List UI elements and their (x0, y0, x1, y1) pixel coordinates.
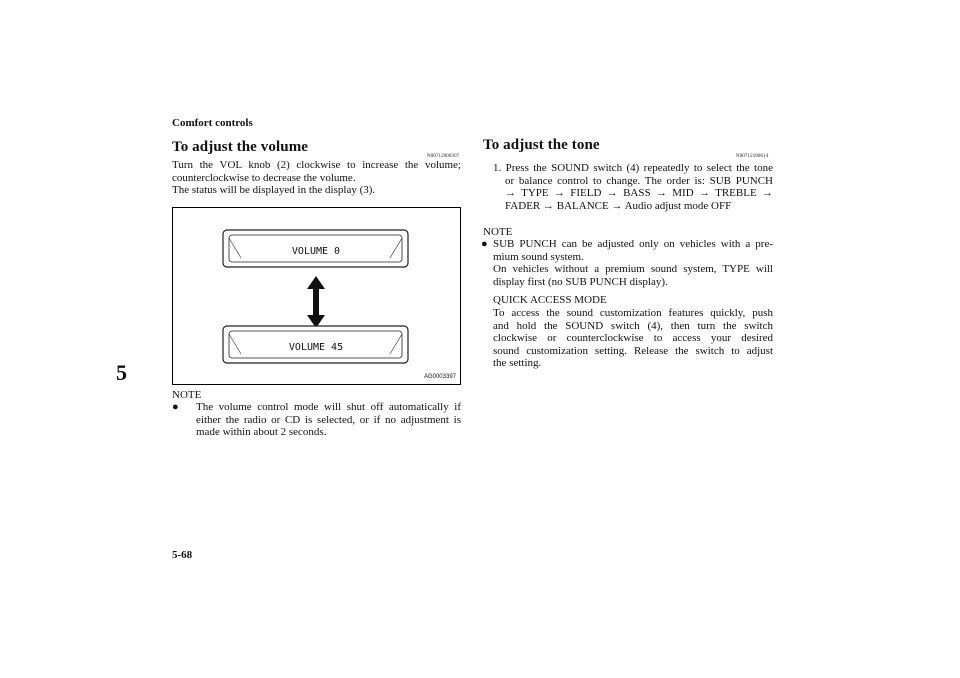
display-bottom-text: VOLUME 45 (288, 342, 344, 353)
tone-note-label: NOTE (483, 226, 513, 238)
display-top-text: VOLUME 0 (291, 246, 341, 257)
bullet-icon: ● (172, 401, 179, 413)
quick-line: the setting. (493, 357, 542, 370)
bullet-icon: ● (481, 238, 488, 250)
tone-step-1 (493, 162, 773, 212)
note-line: mium sound system. (493, 250, 584, 263)
tone-note-item (481, 238, 773, 370)
display-volume-0 (223, 230, 408, 267)
volume-paragraph (172, 159, 461, 197)
paragraph-line: counterclockwise to decrease the volume. (172, 171, 356, 184)
note-line: The volume control mode will shut off automatically if (196, 401, 461, 413)
quick-line: sound customization setting. Release the switch to adjust (493, 344, 773, 357)
tone-heading: To adjust the tone (483, 137, 600, 153)
step-line: FADER → BALANCE → Audio adjust mode OFF (505, 199, 732, 212)
chapter-tab: 5 (116, 360, 127, 385)
volume-display-illustration (173, 208, 460, 384)
note-line: made within about 2 seconds. (196, 426, 327, 439)
volume-note-label: NOTE (172, 389, 202, 401)
paragraph-line: The status will be displayed in the display (3). (172, 184, 376, 197)
quick-line: clockwise or counterclockwise to access your desired (493, 332, 773, 345)
display-volume-45 (223, 326, 408, 363)
page-number: 5-68 (172, 549, 193, 561)
note-line: SUB PUNCH can be adjusted only on vehicles with a pre- (493, 238, 773, 250)
volume-note-item (172, 401, 461, 439)
note-line: display first (no SUB PUNCH display). (493, 275, 668, 288)
quick-access-heading: QUICK ACCESS MODE (493, 294, 607, 307)
volume-heading: To adjust the volume (172, 139, 309, 155)
paragraph-line: Turn the VOL knob (2) clockwise to increase the volume; (172, 159, 461, 171)
volume-section-code: N00712000307 (427, 154, 460, 159)
figure-code: AG0003397 (423, 374, 456, 380)
step-line: → TYPE → FIELD → BASS → MID → TREBLE → (505, 187, 773, 200)
note-line: either the radio or CD is selected, or if no adjustment is (196, 413, 461, 426)
tone-section-code: N00712100614 (736, 154, 769, 159)
step-line: or balance control to change. The order is: SUB PUNCH (505, 174, 773, 187)
quick-line: To access the sound customization features quickly, push (493, 306, 773, 319)
step-line: 1. Press the SOUND switch (4) repeatedly to select the tone (493, 162, 773, 174)
section-header: Comfort controls (172, 117, 253, 129)
volume-display-figure (172, 207, 461, 385)
note-line: On vehicles without a premium sound system, TYPE will (493, 263, 773, 276)
double-arrow-icon (307, 276, 325, 328)
quick-line: and hold the SOUND switch (4), then turn the switch (493, 319, 773, 332)
